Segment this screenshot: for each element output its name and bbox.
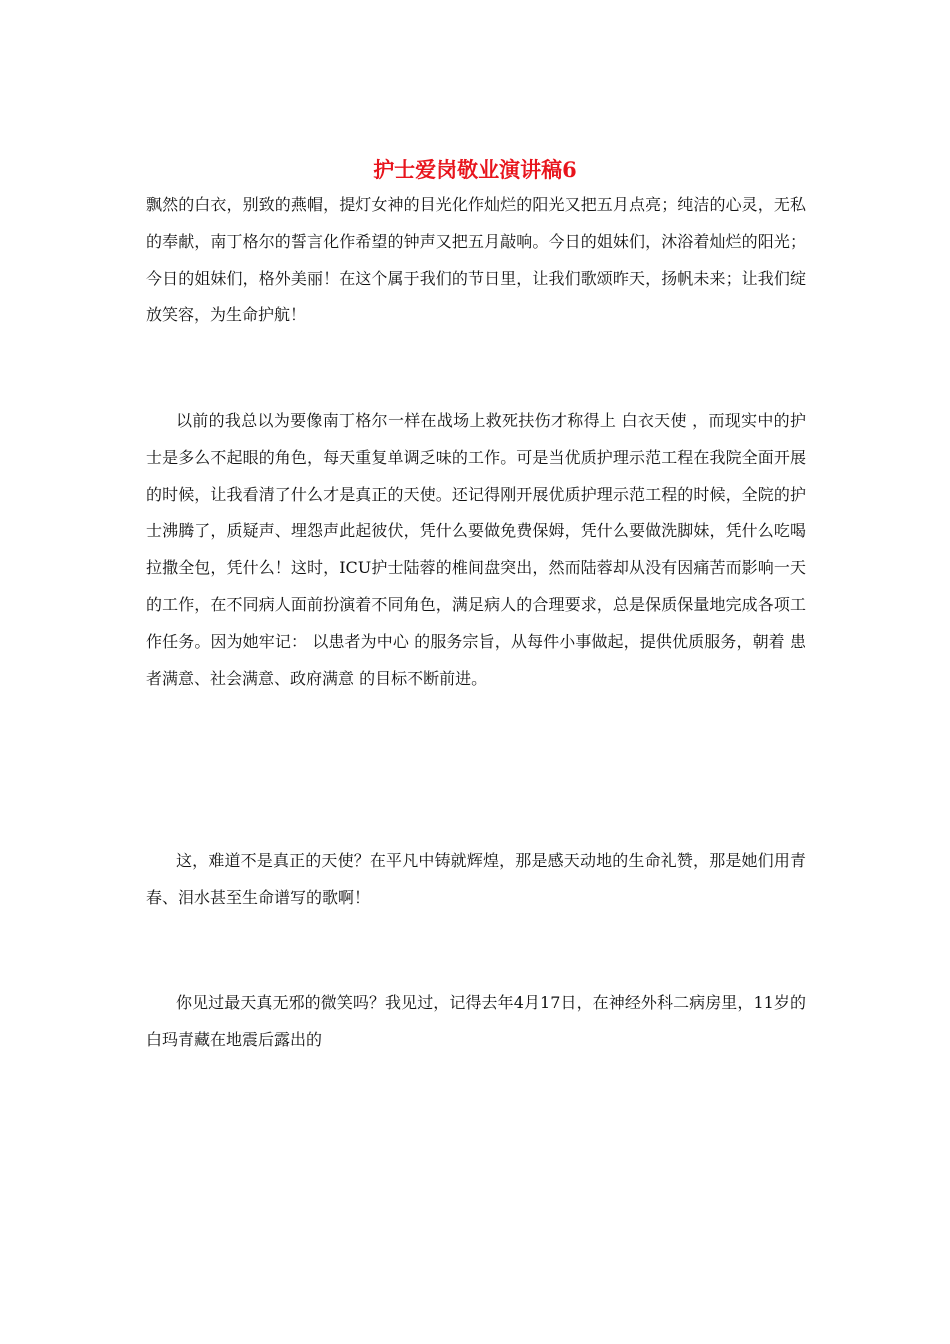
document-title: 护士爱岗敬业演讲稿6 (373, 157, 577, 182)
paragraph-1: 飘然的白衣，别致的燕帽，提灯女神的目光化作灿烂的阳光又把五月点亮；纯洁的心灵，无私的奉献，南丁格尔的誓言化作希望的钟声又把五月敲响。今日的姐妹们，沐浴着灿烂的阳光；今日的姐妹们，格外美丽！在这个属于我们的节日里，让我们歌颂昨天，扬帆未来；让我们绽放笑容，为生命护航！ (146, 195, 806, 325)
paragraph-4: 你见过最天真无邪的微笑吗？我见过，记得去年4月17日，在神经外科二病房里，11岁的白玛青藏在地震后露出的 (146, 993, 806, 1049)
paragraph-2: 以前的我总以为要像南丁格尔一样在战场上救死扶伤才称得上 白衣天使 ，而现实中的护士是多么不起眼的角色，每天重复单调乏味的工作。可是当优质护理示范工程在我院全面开展的时候，让我看清了什么才是真正的天使。还记得刚开展优质护理示范工程的时候，全院的护士沸腾了，质疑声、埋怨声此起彼伏，凭什么要做免费保姆，凭什么要做洗脚妹，凭什么吃喝拉撒全包，凭什么！这时，ICU护士陆蓉的椎间盘突出，然而陆蓉却从没有因痛苦而影响一天的工作，在不同病人面前扮演着不同角色，满足病人的合理要求，总是保质保量地完成各项工作任务。因为她牢记： 以患者为中心 的服务宗旨，从每件小事做起，提供优质服务，朝着 患者满意、社会满意、政府满意 的目标不断前进。 (146, 411, 806, 688)
paragraph-3: 这，难道不是真正的天使？在平凡中铸就辉煌，那是感天动地的生命礼赞，那是她们用青春、泪水甚至生命谱写的歌啊！ (146, 851, 806, 907)
